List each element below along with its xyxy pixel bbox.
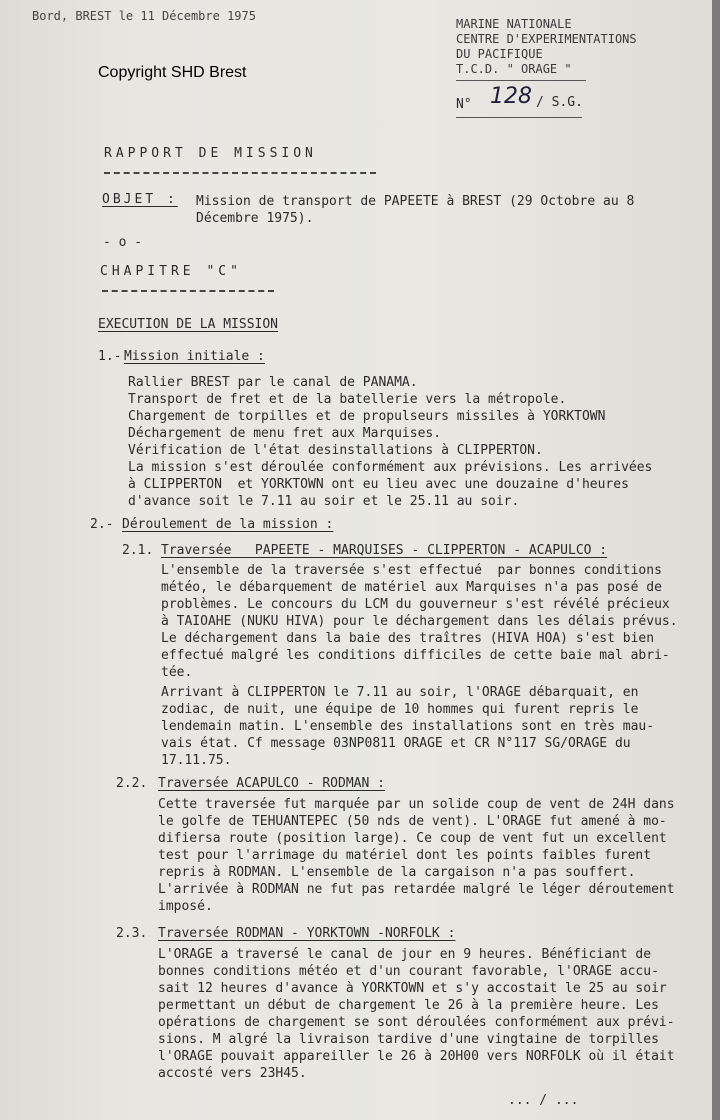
s1-line: Rallier BREST par le canal de PANAMA.: [128, 375, 418, 390]
s23-line: permettant un début de chargement le 26 à la première heure. Les: [158, 998, 659, 1013]
s22-number: 2.2.: [116, 776, 148, 791]
ref-prefix: N°: [456, 97, 472, 112]
ref-number: 128: [490, 84, 532, 109]
chapter-dash-line: [102, 290, 274, 292]
s23-line: accosté vers 23H45.: [158, 1066, 307, 1081]
s21-line: vais état. Cf message 03NP0811 ORAGE et CR N°117 SG/ORAGE du: [161, 736, 631, 751]
ref-underline: [456, 117, 582, 118]
s21-line: problèmes. Le concours du LCM du gouverneur s'est révélé précieux: [161, 597, 670, 612]
s1-line: Chargement de torpilles et de propulseurs missiles à YORKTOWN: [128, 409, 606, 424]
s1-line: La mission s'est déroulée conformément aux prévisions. Les arrivées: [128, 460, 653, 475]
s22-line: test pour l'arrimage du matériel dont les points faibles furent: [158, 848, 652, 863]
s22-line: L'arrivée à RODMAN ne fut pas retardée malgré le léger déroutement: [158, 882, 675, 897]
s23-number: 2.3.: [116, 926, 148, 941]
s22-line: Cette traversée fut marquée par un solide coup de vent de 24H dans: [158, 797, 675, 812]
s23-line: opérations de chargement se sont déroulées conformément aux prévi-: [158, 1015, 675, 1030]
s1-title: Mission initiale :: [124, 349, 265, 364]
s23-line: sions. M algré la livraison tardive d'une vingtaine de torpilles: [158, 1032, 659, 1047]
s21-title: Traversée PAPEETE - MARQUISES - CLIPPERTON - ACAPULCO :: [161, 543, 608, 558]
s21-line: à TAIOAHE (NUKU HIVA) pour le déchargement dans les délais prévus.: [161, 614, 678, 629]
s21-line: Arrivant à CLIPPERTON le 7.11 au soir, l'ORAGE débarquait, en: [161, 685, 639, 700]
s1-line: à CLIPPERTON et YORKTOWN ont eu lieu avec une douzaine d'heures: [128, 477, 629, 492]
continuation-mark: ... / ...: [508, 1093, 579, 1108]
separator: - o -: [103, 235, 143, 250]
page-edge-shadow: [712, 0, 720, 1120]
s1-line: d'avance soit le 7.11 au soir et le 25.11 au soir.: [128, 494, 520, 509]
s23-line: sait 12 heures d'avance à YORKTOWN et s'y accostait le 25 au soir: [158, 981, 667, 996]
s21-line: tée.: [161, 665, 193, 680]
object-line: Mission de transport de PAPEETE à BREST (29 Octobre au 8: [196, 194, 635, 209]
s23-line: bonnes conditions météo et d'un courant favorable, l'ORAGE accu-: [158, 964, 659, 979]
s22-title: Traversée ACAPULCO - RODMAN :: [158, 776, 385, 791]
s23-line: L'ORAGE a traversé le canal de jour en 9 heures. Bénéficiant de: [158, 947, 652, 962]
report-title: RAPPORT DE MISSION: [104, 146, 317, 161]
s1-number: 1.-: [98, 349, 122, 364]
s21-number: 2.1.: [122, 543, 154, 558]
s22-line: difiersa route (position large). Ce coup de vent fut un excellent: [158, 831, 667, 846]
s2-title: Déroulement de la mission :: [122, 517, 334, 532]
org-line: T.C.D. " ORAGE ": [456, 62, 572, 76]
org-line: DU PACIFIQUE: [456, 47, 543, 61]
copyright-notice: Copyright SHD Brest: [98, 64, 247, 81]
s22-line: repris à RODMAN. L'ensemble de la cargaison n'a pas souffert.: [158, 865, 636, 880]
ref-suffix: / S.G.: [536, 95, 583, 110]
object-label: OBJET :: [102, 192, 178, 207]
org-line: CENTRE D'EXPERIMENTATIONS: [456, 32, 637, 46]
org-line: MARINE NATIONALE: [456, 17, 572, 31]
s21-line: L'ensemble de la traversée s'est effectué par bonnes conditions: [161, 563, 662, 578]
s1-line: Vérification de l'état desinstallations à CLIPPERTON.: [128, 443, 543, 458]
section-title: EXECUTION DE LA MISSION: [98, 317, 279, 332]
s22-line: imposé.: [158, 899, 213, 914]
org-divider: [456, 80, 586, 81]
s21-line: Le déchargement dans la baie des traîtres (HIVA HOA) s'est bien: [161, 631, 655, 646]
date-line: Bord, BREST le 11 Décembre 1975: [32, 9, 256, 23]
s21-line: zodiac, de nuit, une équipe de 10 hommes qui furent repris le: [161, 702, 639, 717]
s22-line: le golfe de TEHUANTEPEC (50 nds de vent). L'ORAGE fut amené à mo-: [158, 814, 667, 829]
object-line: Décembre 1975).: [196, 211, 314, 226]
s21-line: effectué malgré les conditions difficiles de cette baie mal abri-: [161, 648, 670, 663]
s23-title: Traversée RODMAN - YORKTOWN -NORFOLK :: [158, 926, 456, 941]
s21-line: météo, le débarquement de matériel aux Marquises n'a pas posé de: [161, 580, 662, 595]
s1-line: Déchargement de menu fret aux Marquises.: [128, 426, 442, 441]
chapter-title: CHAPITRE "C": [100, 264, 242, 279]
s2-number: 2.-: [90, 517, 114, 532]
s21-line: lendemain matin. L'ensemble des installations sont en très mau-: [161, 719, 655, 734]
s23-line: l'ORAGE pouvait appareiller le 26 à 20H00 vers NORFOLK où il était: [158, 1049, 675, 1064]
title-dash-line: [104, 172, 376, 174]
s21-line: 17.11.75.: [161, 753, 232, 768]
s1-line: Transport de fret et de la batellerie vers la métropole.: [128, 392, 567, 407]
